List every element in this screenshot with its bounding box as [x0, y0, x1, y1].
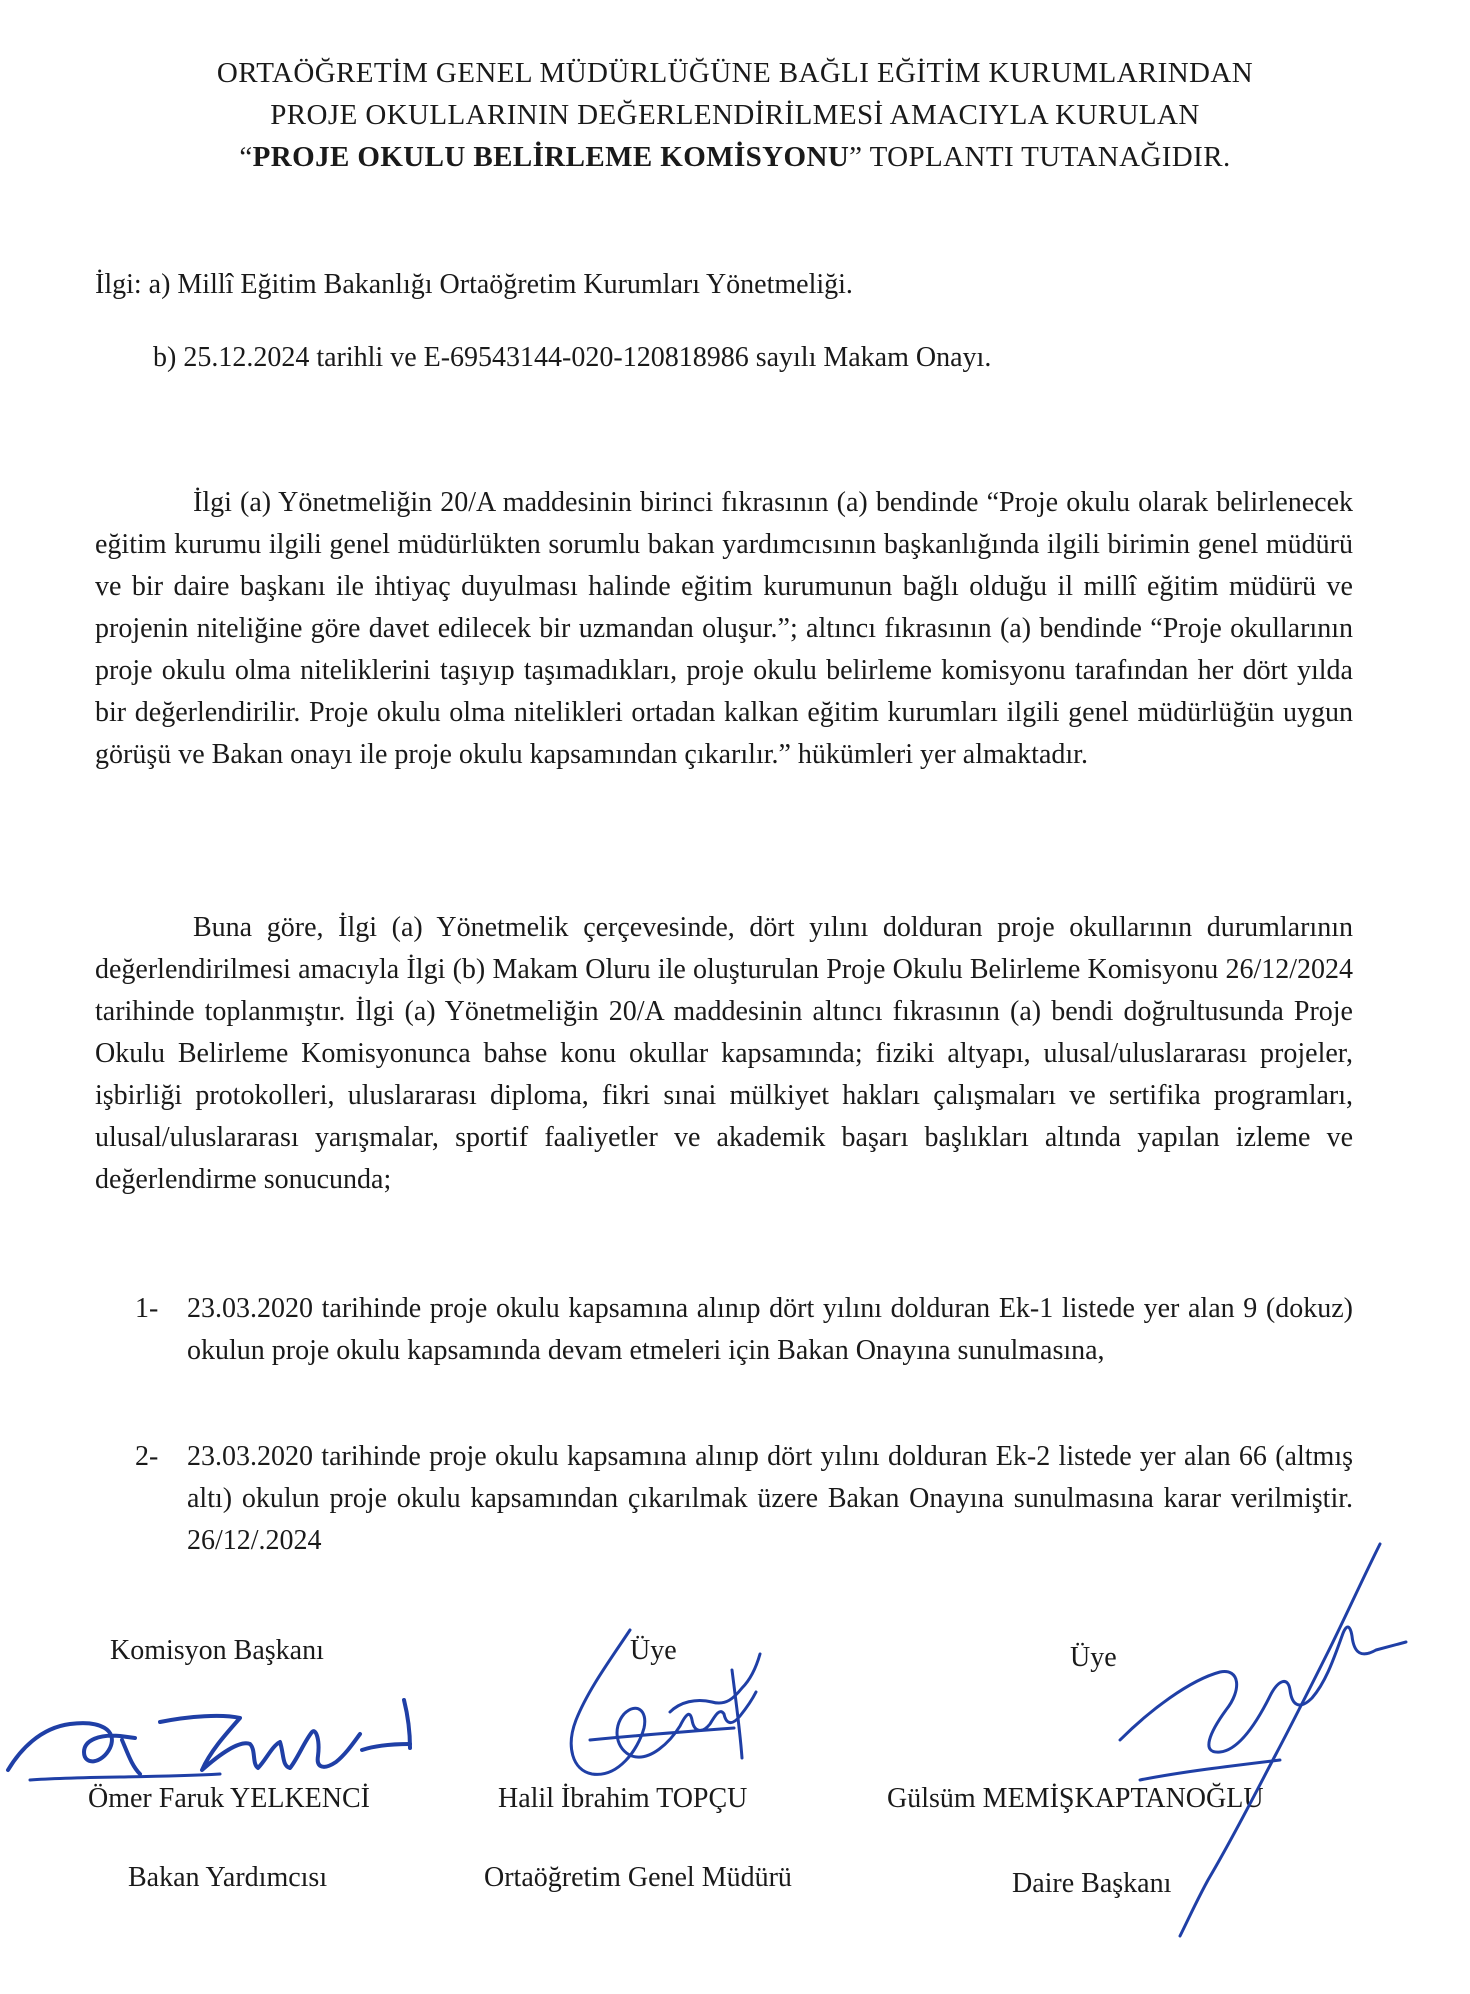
decision-item-text: 23.03.2020 tarihinde proje okulu kapsamına alınıp dört yılını dolduran Ek-1 listede yer alan 9 (dokuz) okulun proje okulu kapsamında devam etmeleri için Bakan Onayına sunulmasına, [187, 1293, 1353, 1366]
title-line-2: PROJE OKULLARININ DEĞERLENDİRİLMESİ AMACIYLA KURULAN [270, 99, 1200, 131]
signatory-role: Komisyon Başkanı [110, 1635, 324, 1666]
paragraph-regulation: İlgi (a) Yönetmeliğin 20/A maddesinin birinci fıkrasının (a) bendinde “Proje okulu olarak belirlenecek eğitim kurumu ilgili genel müdürlükten sorumlu bakan yardımcısının başkanlığında ilgili birimin genel müdürü ve bir daire başkanı ile ihtiyaç duyulması halinde eğitim kurumunun bağlı olduğu il millî eğitim müdürü ve projenin niteliğine göre davet edilecek bir uzmandan oluşur.”; altıncı fıkrasının (a) bendinde “Proje okullarının proje okulu olma niteliklerini taşıyıp taşımadıkları, proje okulu belirleme komisyonu tarafından her dört yılda bir değerlendirilir. Proje okulu olma nitelikleri ortadan kalkan eğitim kurumları ilgili genel müdürlüğün uygun görüşü ve Bakan onayı ile proje okulu kapsamından çıkarılır.” hükümleri yer almaktadır. [95, 487, 1353, 770]
signatory-name: Gülsüm MEMİŞKAPTANOĞLU [887, 1783, 1264, 1814]
paragraph-evaluation: Buna göre, İlgi (a) Yönetmelik çerçevesinde, dört yılını dolduran proje okullarının durumlarının değerlendirilmesi amacıyla İlgi (b) Makam Oluru ile oluşturulan Proje Okulu Belirleme Komisyonu 26/12/2024 tarihinde toplanmıştır. İlgi (a) Yönetmeliğin 20/A maddesinin altıncı fıkrasının (a) bendi doğrultusunda Proje Okulu Belirleme Komisyonunca bahse konu okullar kapsamında; fiziki altyapı, ulusal/uluslararası projeler, işbirliği protokolleri, uluslararası diploma, fikri sınai mülkiyet hakları çalışmaları ve sertifika programları, ulusal/uluslararası yarışmalar, sportif faaliyetler ve akademik başarı başlıkları altında yapılan izleme ve değerlendirme sonucunda; [95, 912, 1353, 1195]
signatory-name: Halil İbrahim TOPÇU [498, 1783, 748, 1814]
title-open-quote: “ [239, 141, 253, 173]
signatory-name: Ömer Faruk YELKENCİ [88, 1783, 371, 1814]
title-line-3-rest: ” TOPLANTI TUTANAĞIDIR. [849, 141, 1231, 173]
signature-chair-handwritten [0, 1670, 430, 1820]
title-line-3 [100, 136, 1370, 178]
signatory-title: Ortaöğretim Genel Müdürü [484, 1862, 792, 1893]
signatory-role: Üye [1070, 1642, 1117, 1673]
signature-member-2-handwritten [1080, 1540, 1410, 1940]
signatory-title: Daire Başkanı [1012, 1868, 1172, 1899]
document-title [100, 52, 1370, 178]
title-line-1: ORTAÖĞRETİM GENEL MÜDÜRLÜĞÜNE BAĞLI EĞİTİM KURUMLARINDAN [216, 57, 1254, 89]
title-committee-name: PROJE OKULU BELİRLEME KOMİSYONU [252, 141, 850, 173]
reference-b: b) 25.12.2024 tarihli ve E-69543144-020-120818986 sayılı Makam Onayı. [153, 342, 992, 373]
decision-item-number: 2- [135, 1441, 159, 1472]
reference-a: İlgi: a) Millî Eğitim Bakanlığı Ortaöğretim Kurumları Yönetmeliği. [95, 269, 853, 300]
signature-member-1-handwritten [520, 1610, 780, 1820]
decision-item-text: 23.03.2020 tarihinde proje okulu kapsamına alınıp dört yılını dolduran Ek-2 listede yer alan 66 (altmış altı) okulun proje okulu kapsamından çıkarılmak üzere Bakan Onayına sunulmasına karar verilmiştir. 26/12/.2024 [187, 1441, 1353, 1556]
decision-item-number: 1- [135, 1293, 159, 1324]
signatory-role: Üye [630, 1635, 677, 1666]
signatory-title: Bakan Yardımcısı [128, 1862, 328, 1893]
